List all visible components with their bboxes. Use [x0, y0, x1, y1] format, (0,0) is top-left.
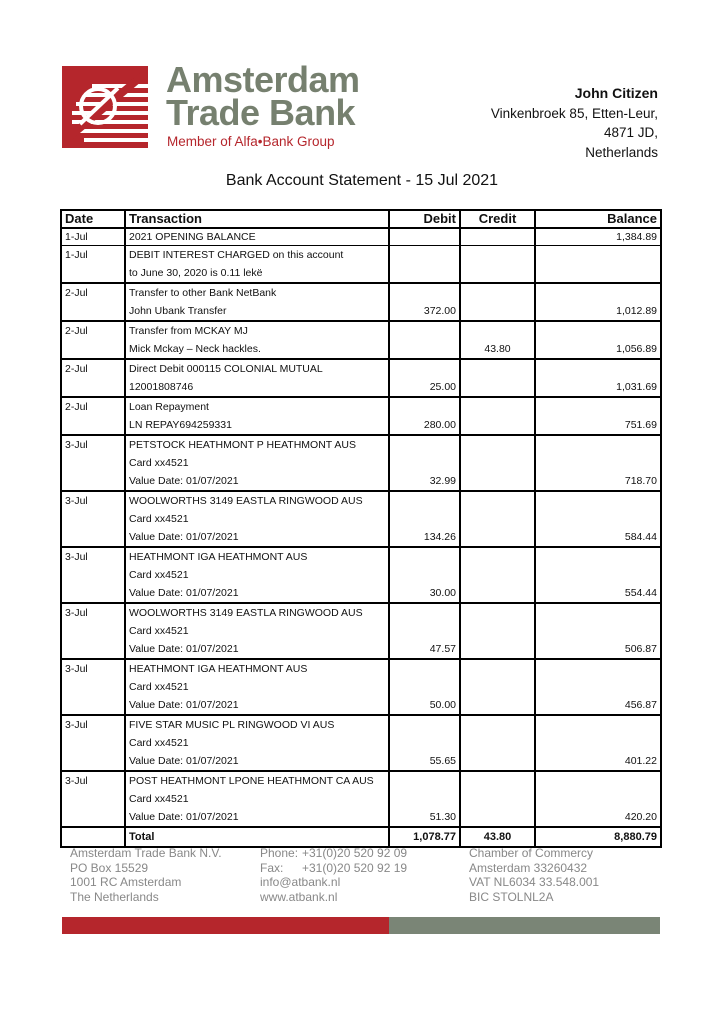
bank-member-tagline: Member of Alfa•Bank Group	[167, 134, 335, 149]
row-transaction	[125, 547, 389, 603]
bank-name-line2: Trade Bank	[166, 92, 356, 133]
footer-bar-red	[62, 917, 389, 934]
row-transaction-line: Card xx4521	[129, 793, 189, 805]
row-balance	[535, 397, 661, 435]
row-transaction	[125, 246, 389, 284]
row-transaction-line: Value Date: 01/07/2021	[129, 643, 239, 655]
row-date	[61, 603, 125, 659]
statement-table	[60, 209, 662, 848]
row-transaction-line: Direct Debit 000115 COLONIAL MUTUAL	[129, 363, 323, 375]
row-transaction-line: Value Date: 01/07/2021	[129, 811, 239, 823]
row-date	[61, 491, 125, 547]
row-debit	[389, 359, 460, 397]
row-debit-value	[393, 340, 456, 358]
row-balance	[535, 228, 661, 246]
table-row	[61, 321, 661, 359]
row-transaction-line: Value Date: 01/07/2021	[129, 587, 239, 599]
table-row	[61, 397, 661, 435]
row-debit	[389, 771, 460, 827]
row-debit-value: 47.57	[429, 643, 456, 655]
table-row	[61, 715, 661, 771]
row-credit-value	[464, 229, 531, 245]
row-date	[61, 359, 125, 397]
row-credit	[460, 547, 535, 603]
row-credit	[460, 435, 535, 491]
footer-company-line: The Netherlands	[70, 889, 159, 904]
row-transaction-line: LN REPAY694259331	[129, 419, 232, 431]
row-credit	[460, 771, 535, 827]
row-date-text: 3-Jul	[65, 495, 88, 507]
row-credit	[460, 659, 535, 715]
row-balance	[535, 435, 661, 491]
row-transaction-line: Loan Repayment	[129, 401, 209, 413]
row-credit	[460, 397, 535, 435]
row-date	[61, 715, 125, 771]
row-balance	[535, 283, 661, 321]
row-date-text: 2-Jul	[65, 325, 88, 337]
row-credit	[460, 603, 535, 659]
header-balance: Balance	[535, 210, 661, 228]
row-debit-value: 50.00	[429, 699, 456, 711]
row-date	[61, 228, 125, 246]
row-date-text: 2-Jul	[65, 363, 88, 375]
footer-company	[70, 846, 222, 904]
row-balance-value: 1,031.69	[616, 381, 657, 393]
row-transaction-line: to June 30, 2020 is 0.11 lekë	[129, 267, 263, 279]
row-debit	[389, 715, 460, 771]
row-transaction-line: Transfer to other Bank NetBank	[129, 287, 277, 299]
row-balance-value: 1,384.89	[616, 231, 657, 243]
row-credit	[460, 228, 535, 246]
footer-fax-label: Fax:	[260, 860, 284, 875]
row-transaction-line: PETSTOCK HEATHMONT P HEATHMONT AUS	[129, 439, 356, 451]
row-transaction-line: Card xx4521	[129, 681, 189, 693]
row-transaction	[125, 659, 389, 715]
table-row	[61, 283, 661, 321]
row-date-text: 3-Jul	[65, 719, 88, 731]
row-balance	[535, 603, 661, 659]
table-row	[61, 547, 661, 603]
footer-fax	[260, 861, 407, 876]
row-date-text: 3-Jul	[65, 607, 88, 619]
total-row	[61, 827, 661, 847]
table-row	[61, 228, 661, 246]
row-debit	[389, 603, 460, 659]
customer-address-line: 4871 JD,	[603, 125, 658, 140]
total-credit: 43.80	[460, 827, 535, 847]
footer-registry-line: Amsterdam 33260432	[469, 860, 588, 875]
customer-address-line: Netherlands	[585, 144, 658, 160]
footer-bar-grey	[389, 917, 660, 934]
row-date-text: 2-Jul	[65, 287, 88, 299]
header-credit: Credit	[460, 210, 535, 228]
row-transaction-line: 2021 OPENING BALANCE	[129, 231, 256, 243]
row-transaction-line: Card xx4521	[129, 737, 189, 749]
row-transaction	[125, 715, 389, 771]
row-date-text: 3-Jul	[65, 439, 88, 451]
bank-logo	[62, 66, 148, 148]
row-transaction-line: John Ubank Transfer	[129, 305, 227, 317]
row-balance-value: 584.44	[624, 531, 657, 543]
row-credit	[460, 283, 535, 321]
row-balance	[535, 715, 661, 771]
footer-website[interactable]: www.atbank.nl	[260, 889, 338, 904]
table-header-row	[61, 210, 661, 228]
row-credit-value	[464, 640, 531, 658]
row-date	[61, 547, 125, 603]
row-transaction	[125, 491, 389, 547]
table-row	[61, 771, 661, 827]
row-date	[61, 771, 125, 827]
row-date-text: 3-Jul	[65, 775, 88, 787]
row-debit-value: 30.00	[429, 587, 456, 599]
row-transaction-line: 12001808746	[129, 381, 194, 393]
row-transaction-line: HEATHMONT IGA HEATHMONT AUS	[129, 551, 308, 563]
row-debit-value	[393, 229, 456, 245]
row-credit-value	[464, 528, 531, 546]
row-credit-value	[464, 264, 531, 282]
footer-phone-value: +31(0)20 520 92 09	[302, 846, 408, 860]
row-date-text: 2-Jul	[65, 401, 88, 413]
row-transaction	[125, 397, 389, 435]
row-date-text: 3-Jul	[65, 551, 88, 563]
row-debit-value: 51.30	[429, 811, 456, 823]
table-row	[61, 603, 661, 659]
row-transaction-line: Card xx4521	[129, 513, 189, 525]
row-credit	[460, 321, 535, 359]
row-balance	[535, 659, 661, 715]
row-debit	[389, 659, 460, 715]
row-credit	[460, 246, 535, 284]
row-balance-value: 718.70	[624, 475, 657, 487]
row-transaction	[125, 435, 389, 491]
table-row	[61, 659, 661, 715]
customer-address-block	[491, 84, 658, 162]
table-row	[61, 435, 661, 491]
row-balance-value: 1,012.89	[616, 305, 657, 317]
total-debit: 1,078.77	[389, 827, 460, 847]
row-credit-value	[464, 584, 531, 602]
row-debit	[389, 321, 460, 359]
row-credit-value	[464, 416, 531, 434]
row-balance-value: 420.20	[624, 811, 657, 823]
row-balance	[535, 359, 661, 397]
row-date	[61, 283, 125, 321]
footer-company-line: PO Box 15529	[70, 860, 149, 875]
total-label: Total	[125, 827, 389, 847]
total-balance: 8,880.79	[535, 827, 661, 847]
row-transaction-line: HEATHMONT IGA HEATHMONT AUS	[129, 663, 308, 675]
row-debit-value: 372.00	[423, 305, 456, 317]
row-debit	[389, 246, 460, 284]
row-transaction	[125, 283, 389, 321]
row-debit-value: 55.65	[429, 755, 456, 767]
row-debit	[389, 397, 460, 435]
row-debit-value	[393, 264, 456, 282]
row-credit-value	[464, 808, 531, 826]
row-transaction-line: WOOLWORTHS 3149 EASTLA RINGWOOD AUS	[129, 607, 363, 619]
row-credit	[460, 359, 535, 397]
table-row	[61, 491, 661, 547]
row-balance	[535, 547, 661, 603]
row-date	[61, 659, 125, 715]
row-credit-value	[464, 302, 531, 320]
row-transaction-line: Card xx4521	[129, 457, 189, 469]
row-transaction-line: Card xx4521	[129, 569, 189, 581]
row-balance	[535, 491, 661, 547]
row-balance-value: 506.87	[624, 643, 657, 655]
row-balance-value: 456.87	[624, 699, 657, 711]
statement-title: Bank Account Statement - 15 Jul 2021	[225, 172, 499, 189]
row-transaction-line: Value Date: 01/07/2021	[129, 531, 239, 543]
row-date	[61, 321, 125, 359]
row-balance	[535, 321, 661, 359]
row-transaction	[125, 603, 389, 659]
row-credit-value	[464, 696, 531, 714]
bank-logo-icon	[62, 66, 148, 148]
row-debit-value: 25.00	[429, 381, 456, 393]
row-transaction	[125, 228, 389, 246]
footer-registry	[469, 846, 599, 904]
row-debit	[389, 547, 460, 603]
row-credit	[460, 715, 535, 771]
row-date	[61, 246, 125, 284]
row-date-text: 1-Jul	[65, 231, 88, 243]
row-transaction-line: Card xx4521	[129, 625, 189, 637]
row-debit-value: 134.26	[423, 531, 456, 543]
row-date	[61, 397, 125, 435]
row-debit	[389, 491, 460, 547]
footer-email[interactable]: info@atbank.nl	[260, 875, 341, 889]
row-credit-value: 43.80	[484, 343, 511, 355]
header-transaction: Transaction	[125, 210, 389, 228]
table-row	[61, 246, 661, 284]
row-debit-value: 280.00	[423, 419, 456, 431]
row-debit	[389, 283, 460, 321]
row-transaction-line: Value Date: 01/07/2021	[129, 475, 239, 487]
row-transaction-line: Transfer from MCKAY MJ	[129, 325, 248, 337]
row-balance-value: 751.69	[624, 419, 657, 431]
row-credit	[460, 491, 535, 547]
row-balance-value: 401.22	[624, 755, 657, 767]
footer-phone	[260, 846, 407, 861]
total-date-cell	[61, 827, 125, 847]
table-row	[61, 359, 661, 397]
row-transaction	[125, 359, 389, 397]
row-transaction	[125, 321, 389, 359]
row-credit-value	[464, 378, 531, 396]
row-transaction	[125, 771, 389, 827]
customer-name: John Citizen	[574, 85, 658, 101]
bank-name-line1: Amsterdam	[166, 59, 360, 100]
row-credit-value	[464, 752, 531, 770]
row-credit-value	[464, 472, 531, 490]
row-transaction-line: Value Date: 01/07/2021	[129, 699, 239, 711]
row-transaction-line: WOOLWORTHS 3149 EASTLA RINGWOOD AUS	[129, 495, 363, 507]
row-balance-value: 1,056.89	[616, 343, 657, 355]
footer-phone-label: Phone:	[260, 846, 299, 860]
footer-registry-line: BIC STOLNL2A	[469, 889, 554, 904]
row-balance	[535, 771, 661, 827]
row-debit-value: 32.99	[429, 475, 456, 487]
row-balance-value: 554.44	[624, 587, 657, 599]
row-transaction-line: POST HEATHMONT LPONE HEATHMONT CA AUS	[129, 775, 374, 787]
footer-contact	[260, 846, 407, 904]
footer-company-line: Amsterdam Trade Bank N.V.	[70, 846, 222, 860]
footer-company-line: 1001 RC Amsterdam	[70, 875, 182, 889]
row-transaction-line: Value Date: 01/07/2021	[129, 755, 239, 767]
row-date	[61, 435, 125, 491]
row-balance-value	[539, 264, 657, 282]
footer-registry-line: VAT NL6034 33.548.001	[469, 875, 600, 889]
row-transaction-line: Mick Mckay – Neck hackles.	[129, 343, 261, 355]
footer-fax-value: +31(0)20 520 92 19	[302, 860, 408, 875]
footer-registry-line: Chamber of Commercy	[469, 846, 594, 860]
row-debit	[389, 435, 460, 491]
header-debit: Debit	[389, 210, 460, 228]
customer-address-line: Vinkenbroek 85, Etten-Leur,	[490, 105, 658, 121]
row-debit	[389, 228, 460, 246]
row-transaction-line: FIVE STAR MUSIC PL RINGWOOD VI AUS	[129, 719, 335, 731]
row-date-text: 1-Jul	[65, 249, 88, 261]
statement-rows	[61, 228, 661, 827]
row-date-text: 3-Jul	[65, 663, 88, 675]
header-date: Date	[61, 210, 125, 228]
row-transaction-line: DEBIT INTEREST CHARGED on this account	[129, 249, 344, 261]
row-balance	[535, 246, 661, 284]
